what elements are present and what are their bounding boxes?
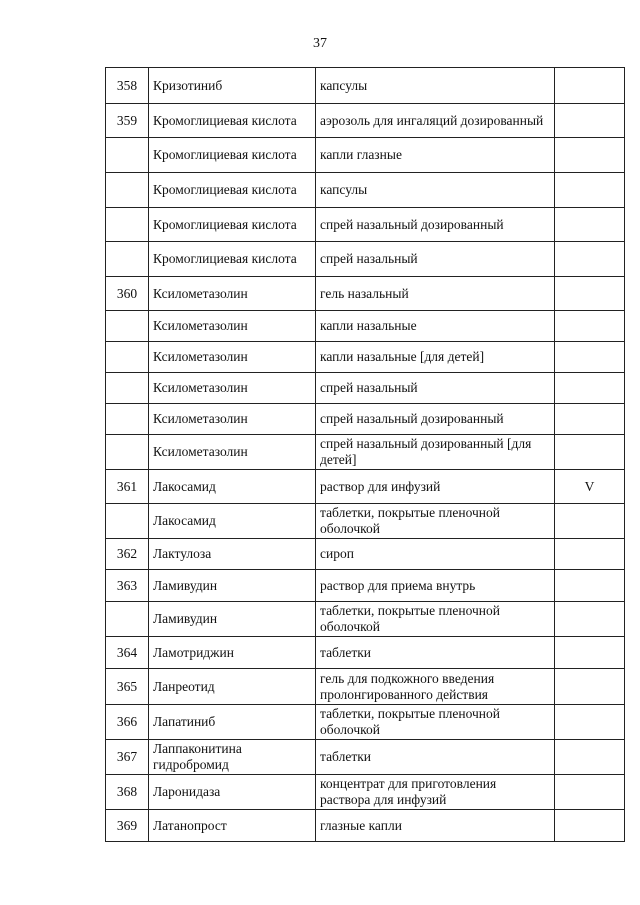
- table-row: [106, 208, 625, 242]
- row-number: [106, 504, 149, 539]
- table-row: [106, 435, 625, 470]
- row-number: [106, 373, 149, 404]
- drug-name: Ламивудин: [149, 602, 316, 637]
- dosage-form: сироп: [316, 539, 555, 570]
- vital-mark: [555, 539, 625, 570]
- dosage-form: капли назальные [для детей]: [316, 342, 555, 373]
- table-row: [106, 173, 625, 208]
- table-row: [106, 404, 625, 435]
- vital-mark: [555, 810, 625, 842]
- row-number: [106, 208, 149, 242]
- vital-mark: [555, 435, 625, 470]
- dosage-form: таблетки: [316, 740, 555, 775]
- dosage-form: капли глазные: [316, 138, 555, 173]
- drug-name: Кромоглициевая кислота: [149, 138, 316, 173]
- drug-table-body: [106, 68, 625, 842]
- dosage-form: капсулы: [316, 173, 555, 208]
- vital-mark: [555, 669, 625, 705]
- drug-name: Ксилометазолин: [149, 435, 316, 470]
- drug-name: Лакосамид: [149, 470, 316, 504]
- row-number: 364: [106, 637, 149, 669]
- dosage-form: спрей назальный: [316, 242, 555, 277]
- vital-mark: [555, 208, 625, 242]
- table-row: [106, 104, 625, 138]
- dosage-form: спрей назальный: [316, 373, 555, 404]
- vital-mark: [555, 373, 625, 404]
- vital-mark: [555, 242, 625, 277]
- dosage-form: аэрозоль для ингаляций дозированный: [316, 104, 555, 138]
- row-number: 367: [106, 740, 149, 775]
- table-row: [106, 740, 625, 775]
- page-number: 37: [313, 36, 327, 51]
- drug-name: Ксилометазолин: [149, 373, 316, 404]
- dosage-form: капли назальные: [316, 311, 555, 342]
- vital-mark: [555, 705, 625, 740]
- row-number: [106, 342, 149, 373]
- drug-name: Латанопрост: [149, 810, 316, 842]
- table-row: [106, 539, 625, 570]
- dosage-form: таблетки: [316, 637, 555, 669]
- table-row: [106, 311, 625, 342]
- dosage-form: глазные капли: [316, 810, 555, 842]
- row-number: 360: [106, 277, 149, 311]
- drug-name: Ламивудин: [149, 570, 316, 602]
- drug-name: Лакосамид: [149, 504, 316, 539]
- drug-name: Ксилометазолин: [149, 277, 316, 311]
- vital-mark: [555, 775, 625, 810]
- vital-mark: [555, 104, 625, 138]
- drug-name: Ксилометазолин: [149, 404, 316, 435]
- vital-mark: [555, 602, 625, 637]
- vital-mark: [555, 637, 625, 669]
- dosage-form: раствор для инфузий: [316, 470, 555, 504]
- row-number: 358: [106, 68, 149, 104]
- vital-mark: [555, 173, 625, 208]
- dosage-form: спрей назальный дозированный: [316, 208, 555, 242]
- dosage-form: спрей назальный дозированный [для детей]: [316, 435, 555, 470]
- row-number: [106, 404, 149, 435]
- row-number: [106, 311, 149, 342]
- dosage-form: раствор для приема внутрь: [316, 570, 555, 602]
- table-row: [106, 68, 625, 104]
- drug-name: Ксилометазолин: [149, 342, 316, 373]
- vital-mark: [555, 740, 625, 775]
- vital-mark: [555, 311, 625, 342]
- table-row: [106, 138, 625, 173]
- vital-mark: [555, 342, 625, 373]
- vital-mark: [555, 404, 625, 435]
- drug-name: Кромоглициевая кислота: [149, 104, 316, 138]
- vital-mark: [555, 570, 625, 602]
- drug-name: Кромоглициевая кислота: [149, 242, 316, 277]
- drug-name: Кромоглициевая кислота: [149, 173, 316, 208]
- dosage-form: гель для подкожного введения пролонгированного действия: [316, 669, 555, 705]
- table-row: [106, 373, 625, 404]
- table-row: [106, 242, 625, 277]
- drug-name: Ксилометазолин: [149, 311, 316, 342]
- table-row: [106, 810, 625, 842]
- drug-name: Ламотриджин: [149, 637, 316, 669]
- row-number: 359: [106, 104, 149, 138]
- dosage-form: концентрат для приготовления раствора для инфузий: [316, 775, 555, 810]
- vital-mark: [555, 277, 625, 311]
- table-row: [106, 775, 625, 810]
- table-row: [106, 705, 625, 740]
- dosage-form: таблетки, покрытые пленочной оболочкой: [316, 602, 555, 637]
- vital-mark: [555, 504, 625, 539]
- dosage-form: спрей назальный дозированный: [316, 404, 555, 435]
- vital-mark: [555, 68, 625, 104]
- drug-name: Ларонидаза: [149, 775, 316, 810]
- table-row: [106, 602, 625, 637]
- table-row: [106, 277, 625, 311]
- row-number: 365: [106, 669, 149, 705]
- row-number: [106, 138, 149, 173]
- drug-name: Лапатиниб: [149, 705, 316, 740]
- drug-name: Ланреотид: [149, 669, 316, 705]
- row-number: 368: [106, 775, 149, 810]
- table-row: [106, 570, 625, 602]
- dosage-form: таблетки, покрытые пленочной оболочкой: [316, 705, 555, 740]
- vital-mark: V: [555, 470, 625, 504]
- table-row: [106, 669, 625, 705]
- drug-table: [105, 67, 625, 842]
- drug-name: Кромоглициевая кислота: [149, 208, 316, 242]
- drug-name: Лаппаконитина гидробромид: [149, 740, 316, 775]
- row-number: 362: [106, 539, 149, 570]
- row-number: [106, 242, 149, 277]
- row-number: [106, 602, 149, 637]
- table-row: [106, 342, 625, 373]
- row-number: 361: [106, 470, 149, 504]
- row-number: [106, 173, 149, 208]
- drug-name: Лактулоза: [149, 539, 316, 570]
- row-number: 363: [106, 570, 149, 602]
- vital-mark: [555, 138, 625, 173]
- dosage-form: капсулы: [316, 68, 555, 104]
- table-row: [106, 637, 625, 669]
- row-number: [106, 435, 149, 470]
- row-number: 369: [106, 810, 149, 842]
- drug-name: Кризотиниб: [149, 68, 316, 104]
- row-number: 366: [106, 705, 149, 740]
- table-row: [106, 504, 625, 539]
- table-row: [106, 470, 625, 504]
- dosage-form: таблетки, покрытые пленочной оболочкой: [316, 504, 555, 539]
- dosage-form: гель назальный: [316, 277, 555, 311]
